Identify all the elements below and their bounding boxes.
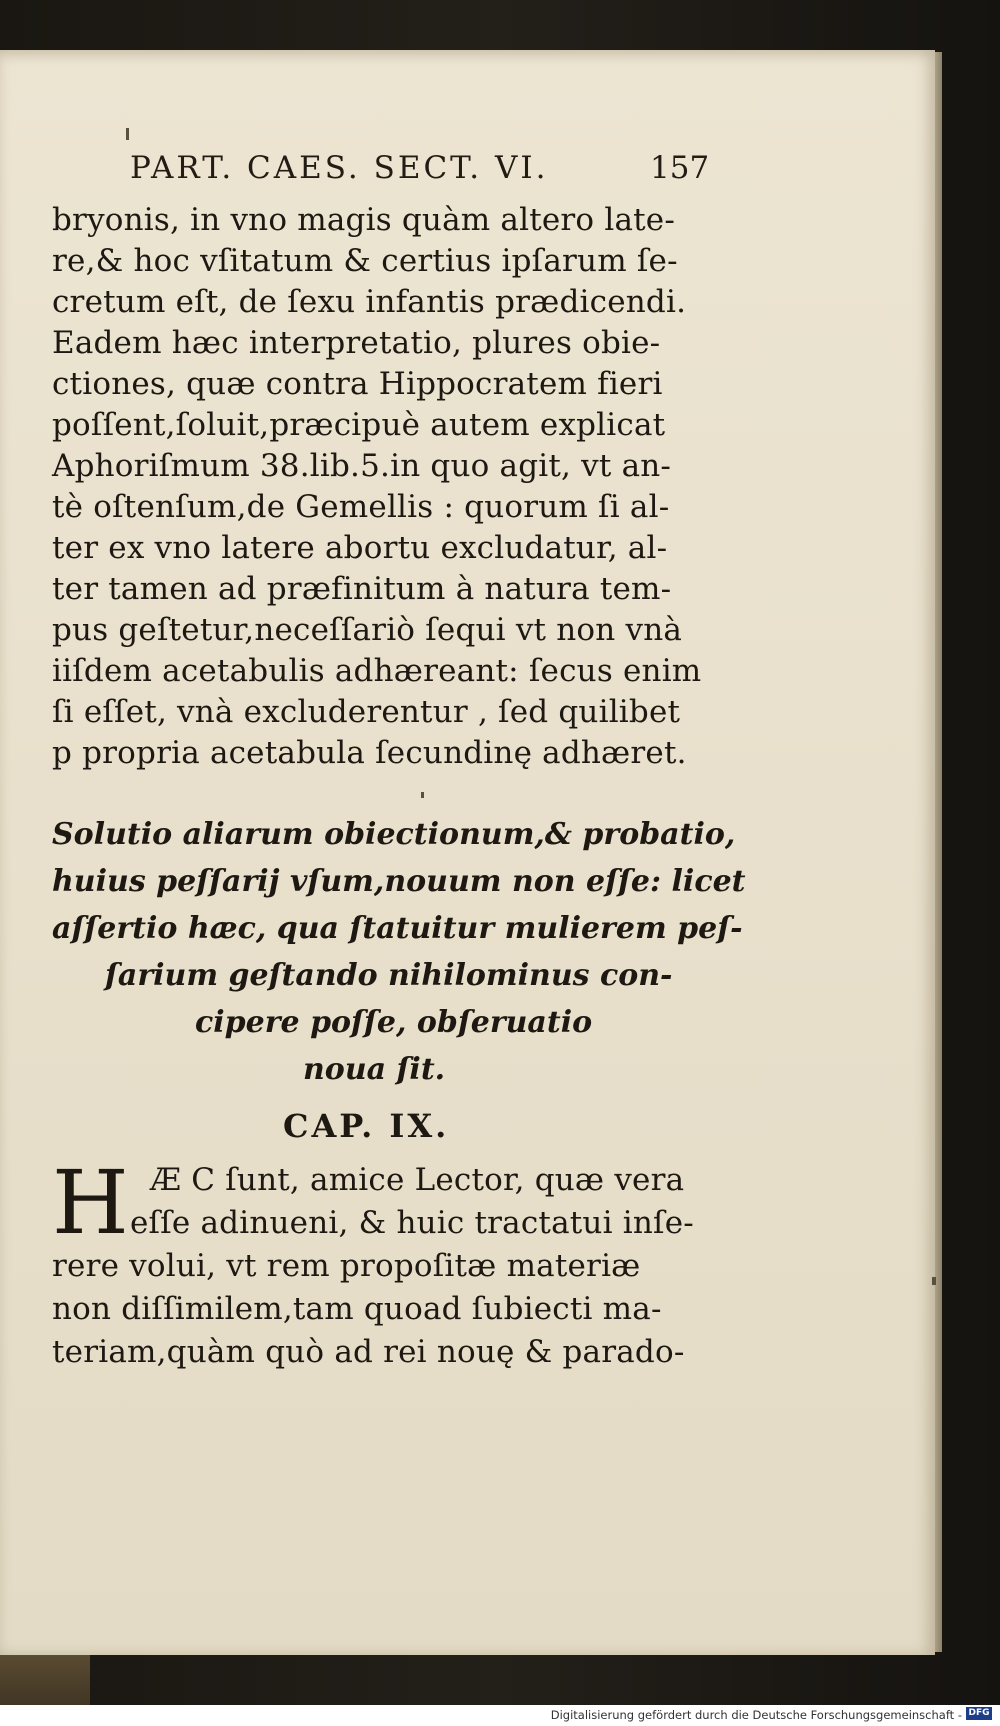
heading-line: noua ſit. bbox=[303, 1052, 446, 1087]
text-line: ter tamen ad præfinitum à natura tem- bbox=[52, 571, 672, 607]
text-line: Æ C ſunt, amice Lector, quæ vera bbox=[150, 1162, 685, 1198]
text-line: non diſſimilem,tam quoad ſubiecti ma- bbox=[52, 1291, 662, 1327]
text-line: bryonis, in vno magis quàm altero late- bbox=[52, 202, 676, 238]
dfg-logo: DFG bbox=[966, 1707, 992, 1720]
text-line: eſſe adinueni, & huic tractatui inſe- bbox=[130, 1205, 694, 1241]
ink-mark bbox=[932, 1277, 936, 1285]
text-line: poſſent,ſoluit,præcipuè autem explicat bbox=[52, 407, 666, 443]
text-line: re,& hoc vſitatum & certius ipſarum ſe- bbox=[52, 243, 678, 279]
text-line: ctiones, quæ contra Hippocratem fieri bbox=[52, 366, 663, 402]
heading-line: aſſertio hæc, qua ſtatuitur mulierem peſ- bbox=[52, 911, 743, 946]
heading-line: huius peſſarij vſum,nouum non eſſe: licet bbox=[52, 864, 746, 899]
ink-mark bbox=[126, 128, 129, 140]
text-line: iiſdem acetabulis adhæreant: ſecus enim bbox=[52, 653, 702, 689]
heading-line: cipere poſſe, obſeruatio bbox=[195, 1005, 593, 1040]
text-line: ter ex vno latere abortu excludatur, al- bbox=[52, 530, 668, 566]
text-line: pus geſtetur,neceſſariò ſequi vt non vnà bbox=[52, 612, 683, 648]
text-line: rere volui, vt rem propoſitæ materiæ bbox=[52, 1248, 641, 1284]
text-line: cretum eſt, de ſexu infantis prædicendi. bbox=[52, 284, 687, 320]
ink-mark bbox=[421, 792, 424, 798]
text-line: Eadem hæc interpretatio, plures obie- bbox=[52, 325, 661, 361]
heading-line: ſarium geſtando nihilominus con- bbox=[105, 958, 673, 993]
digitization-credit: Digitalisierung gefördert durch die Deutsche Forschungsgemeinschaft - bbox=[550, 1708, 962, 1722]
text-line: tè oſtenſum,de Gemellis : quorum ſi al- bbox=[52, 489, 670, 525]
chapter-title: CAP. IX. bbox=[283, 1107, 450, 1145]
text-line: p propria acetabula ſecundinę adhæret. bbox=[52, 735, 687, 771]
heading-line: Solutio aliarum obiectionum,& probatio, bbox=[52, 817, 736, 852]
drop-cap: H bbox=[52, 1151, 129, 1254]
text-line: ſi eſſet, vnà excluderentur , ſed quilibet bbox=[52, 694, 681, 730]
text-line: teriam,quàm quò ad rei nouę & parado- bbox=[52, 1334, 685, 1370]
page-number: 157 bbox=[650, 150, 710, 186]
running-head bbox=[130, 150, 710, 186]
text-line: Aphoriſmum 38.lib.5.in quo agit, vt an- bbox=[52, 448, 672, 484]
running-title: PART. CAES. SECT. VI. bbox=[130, 150, 549, 186]
